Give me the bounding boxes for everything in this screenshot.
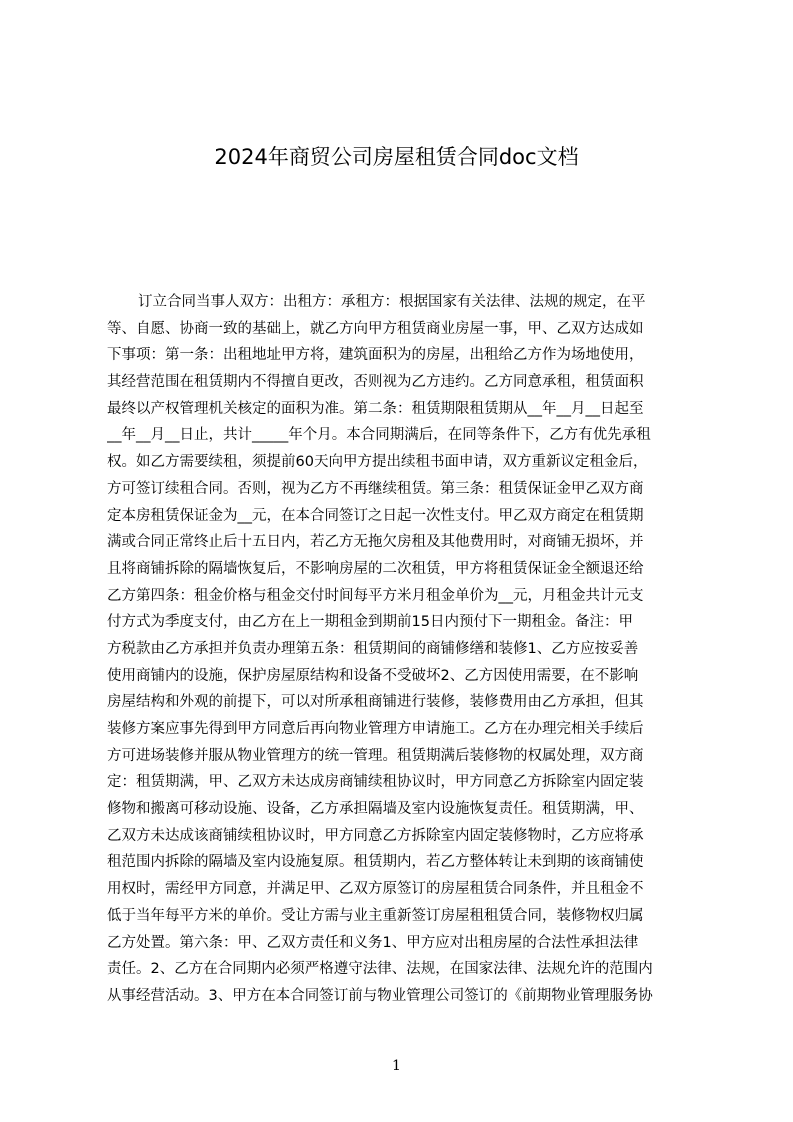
body-line: 低于当年每平方米的单价。受让方需与业主重新签订房屋租租赁合同，装修物权归属 — [107, 907, 644, 924]
body-line: 装修方案应事先得到甲方同意后再向物业管理方申请施工。乙方在办理完相关手续后 — [107, 721, 644, 737]
body-line: 定：租赁期满，甲、乙双方未达成房商铺续租协议时，甲方同意乙方拆除室内固定装 — [107, 774, 644, 791]
body-line: 下事项：第一条：出租地址甲方将，建筑面积为的房屋，出租给乙方作为场地使用， — [107, 347, 644, 364]
body-line: 付方式为季度支付，由乙方在上一期租金到期前15日内预付下一期租金。备注：甲 — [107, 614, 633, 631]
body-line: 乙双方未达成该商铺续租协议时，甲方同意乙方拆除室内固定装修物时，乙方应将承 — [107, 827, 644, 844]
body-line: 最终以产权管理机关核定的面积为准。第二条：租赁期限租赁期从__年__月__日起至 — [107, 400, 644, 417]
body-line: 用权时，需经甲方同意，并满足甲、乙双方原签订的房屋租赁合同条件，并且租金不 — [107, 881, 644, 898]
body-line: 其经营范围在租赁期内不得擅自更改，否则视为乙方违约。乙方同意承租，租赁面积 — [107, 374, 644, 391]
body-line: 责任。2、乙方在合同期内必须严格遵守法律、法规，在国家法律、法规允许的范围内 — [107, 961, 653, 978]
document-title: 2024年商贸公司房屋租赁合同doc文档 — [214, 145, 579, 169]
body-line: 乙方第四条：租金价格与租金交付时间每平方米月租金单价为__元，月租金共计元支 — [107, 587, 644, 604]
body-line: 权。如乙方需要续租，须提前60天向甲方提出续租书面申请，双方重新议定租金后， — [107, 454, 648, 471]
body-line: 乙方处置。第六条：甲、乙双方责任和义务1、甲方应对出租房屋的合法性承担法律 — [107, 934, 639, 951]
body-line: 等、自愿、协商一致的基础上，就乙方向甲方租赁商业房屋一事，甲、乙双方达成如 — [107, 320, 644, 337]
body-line: 满或合同正常终止后十五日内，若乙方无拖欠房租及其他费用时，对商铺无损坏，并 — [107, 534, 644, 551]
body-line: 从事经营活动。3、甲方在本合同签订前与物业管理公司签订的《前期物业管理服务协 — [107, 987, 653, 1004]
body-line: 方可进场装修并服从物业管理方的统一管理。租赁期满后装修物的权属处理，双方商 — [107, 747, 644, 764]
body-line: 方可签订续租合同。否则，视为乙方不再继续租赁。第三条：租赁保证金甲乙双方商 — [107, 480, 644, 497]
body-line: 定本房租赁保证金为__元，在本合同签订之日起一次性支付。甲乙双方商定在租赁期 — [107, 507, 644, 524]
body-line: 使用商铺内的设施，保护房屋原结构和设备不受破坏2、乙方因使用需要，在不影响 — [107, 667, 639, 684]
body-line: __年__月__日止，共计_____年个月。本合同期满后，在同等条件下，乙方有优先承租 — [107, 427, 651, 444]
body-line: 修物和搬离可移动设施、设备，乙方承担隔墙及室内设施恢复责任。租赁期满，甲、 — [107, 801, 644, 818]
document-body — [107, 289, 697, 1024]
body-line: 订立合同当事人双方：出租方：承租方：根据国家有关法律、法规的规定，在平 — [138, 294, 646, 310]
body-line: 房屋结构和外观的前提下，可以对所承租商铺进行装修，装修费用由乙方承担，但其 — [107, 694, 644, 711]
body-line: 方税款由乙方承担并负责办理第五条：租赁期间的商铺修缮和装修1、乙方应按妥善 — [107, 640, 639, 657]
body-line: 租范围内拆除的隔墙及室内设施复原。租赁期内，若乙方整体转让未到期的该商铺使 — [107, 854, 644, 871]
page-number: 1 — [392, 1058, 401, 1074]
body-line: 且将商铺拆除的隔墙恢复后，不影响房屋的二次租赁，甲方将租赁保证金全额退还给 — [107, 560, 644, 577]
